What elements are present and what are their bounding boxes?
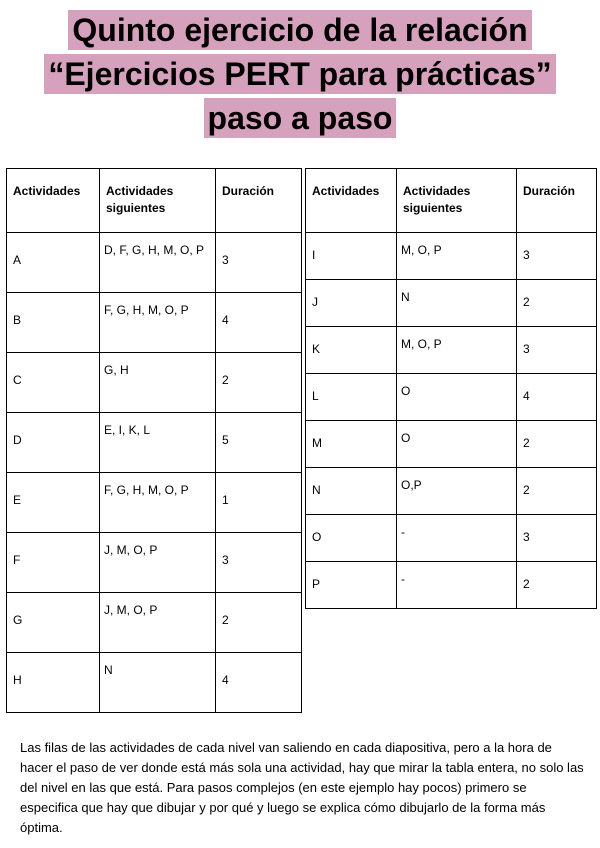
duration-cell: 3 — [517, 327, 597, 374]
activity-cell: O — [306, 515, 397, 562]
table-row — [7, 353, 302, 413]
table-row — [306, 280, 597, 327]
duration-cell: 2 — [517, 421, 597, 468]
table-row — [306, 421, 597, 468]
following-cell: N — [397, 280, 517, 327]
duration-cell: 4 — [216, 293, 302, 353]
activity-cell: F — [7, 533, 100, 593]
activities-table-right — [305, 168, 597, 609]
following-cell: F, G, H, M, O, P — [100, 293, 216, 353]
duration-cell: 2 — [216, 593, 302, 653]
table-row — [306, 468, 597, 515]
title-line-1: Quinto ejercicio de la relación — [68, 10, 531, 50]
activity-cell: A — [7, 233, 100, 293]
table-row — [7, 653, 302, 713]
following-cell: M, O, P — [397, 327, 517, 374]
following-cell: O,P — [397, 468, 517, 515]
activity-cell: B — [7, 293, 100, 353]
header-duration: Duración — [517, 169, 597, 233]
following-cell: D, F, G, H, M, O, P — [100, 233, 216, 293]
following-cell: O — [397, 374, 517, 421]
following-cell: J, M, O, P — [100, 593, 216, 653]
activity-cell: M — [306, 421, 397, 468]
activity-cell: N — [306, 468, 397, 515]
header-activities: Actividades — [7, 169, 100, 233]
duration-cell: 3 — [216, 533, 302, 593]
header-duration: Duración — [216, 169, 302, 233]
activity-cell: D — [7, 413, 100, 473]
duration-cell: 3 — [216, 233, 302, 293]
duration-cell: 3 — [517, 233, 597, 280]
title-line-2: “Ejercicios PERT para prácticas” — [44, 54, 555, 94]
table-row — [7, 413, 302, 473]
table-row — [306, 233, 597, 280]
activity-cell: E — [7, 473, 100, 533]
table-header-row — [306, 169, 597, 233]
table-row — [7, 233, 302, 293]
table-row — [306, 515, 597, 562]
following-cell: - — [397, 515, 517, 562]
activity-cell: H — [7, 653, 100, 713]
duration-cell: 2 — [517, 280, 597, 327]
following-cell: N — [100, 653, 216, 713]
following-cell: J, M, O, P — [100, 533, 216, 593]
table-header-row — [7, 169, 302, 233]
activity-cell: P — [306, 562, 397, 609]
following-cell: E, I, K, L — [100, 413, 216, 473]
table-row — [306, 562, 597, 609]
page-title — [0, 10, 600, 142]
activity-cell: K — [306, 327, 397, 374]
duration-cell: 3 — [517, 515, 597, 562]
activity-cell: G — [7, 593, 100, 653]
activity-cell: C — [7, 353, 100, 413]
duration-cell: 2 — [216, 353, 302, 413]
header-following: Actividades siguientes — [397, 169, 517, 233]
duration-cell: 2 — [517, 562, 597, 609]
title-line-3: paso a paso — [204, 98, 397, 138]
following-cell: F, G, H, M, O, P — [100, 473, 216, 533]
footnote-text: Las filas de las actividades de cada nivel van saliendo en cada diapositiva, pero a la hora de hacer el paso de ver donde está más sola una actividad, hay que mirar la tabla entera, no solo las del nivel en las que está. Para pasos complejos (en este ejemplo hay pocos) primero se especifica que hay que dibujar y por qué y luego se explica cómo dibujarlo de la forma más óptima. — [20, 740, 584, 835]
table-row — [7, 473, 302, 533]
activities-table-left — [6, 168, 302, 713]
duration-cell: 2 — [517, 468, 597, 515]
activity-cell: J — [306, 280, 397, 327]
following-cell: G, H — [100, 353, 216, 413]
following-cell: O — [397, 421, 517, 468]
table-row — [7, 593, 302, 653]
table-row — [306, 327, 597, 374]
duration-cell: 4 — [517, 374, 597, 421]
following-cell: - — [397, 562, 517, 609]
activity-cell: L — [306, 374, 397, 421]
duration-cell: 5 — [216, 413, 302, 473]
table-row — [7, 293, 302, 353]
following-cell: M, O, P — [397, 233, 517, 280]
table-row — [306, 374, 597, 421]
duration-cell: 4 — [216, 653, 302, 713]
header-activities: Actividades — [306, 169, 397, 233]
table-row — [7, 533, 302, 593]
duration-cell: 1 — [216, 473, 302, 533]
activity-cell: I — [306, 233, 397, 280]
header-following: Actividades siguientes — [100, 169, 216, 233]
